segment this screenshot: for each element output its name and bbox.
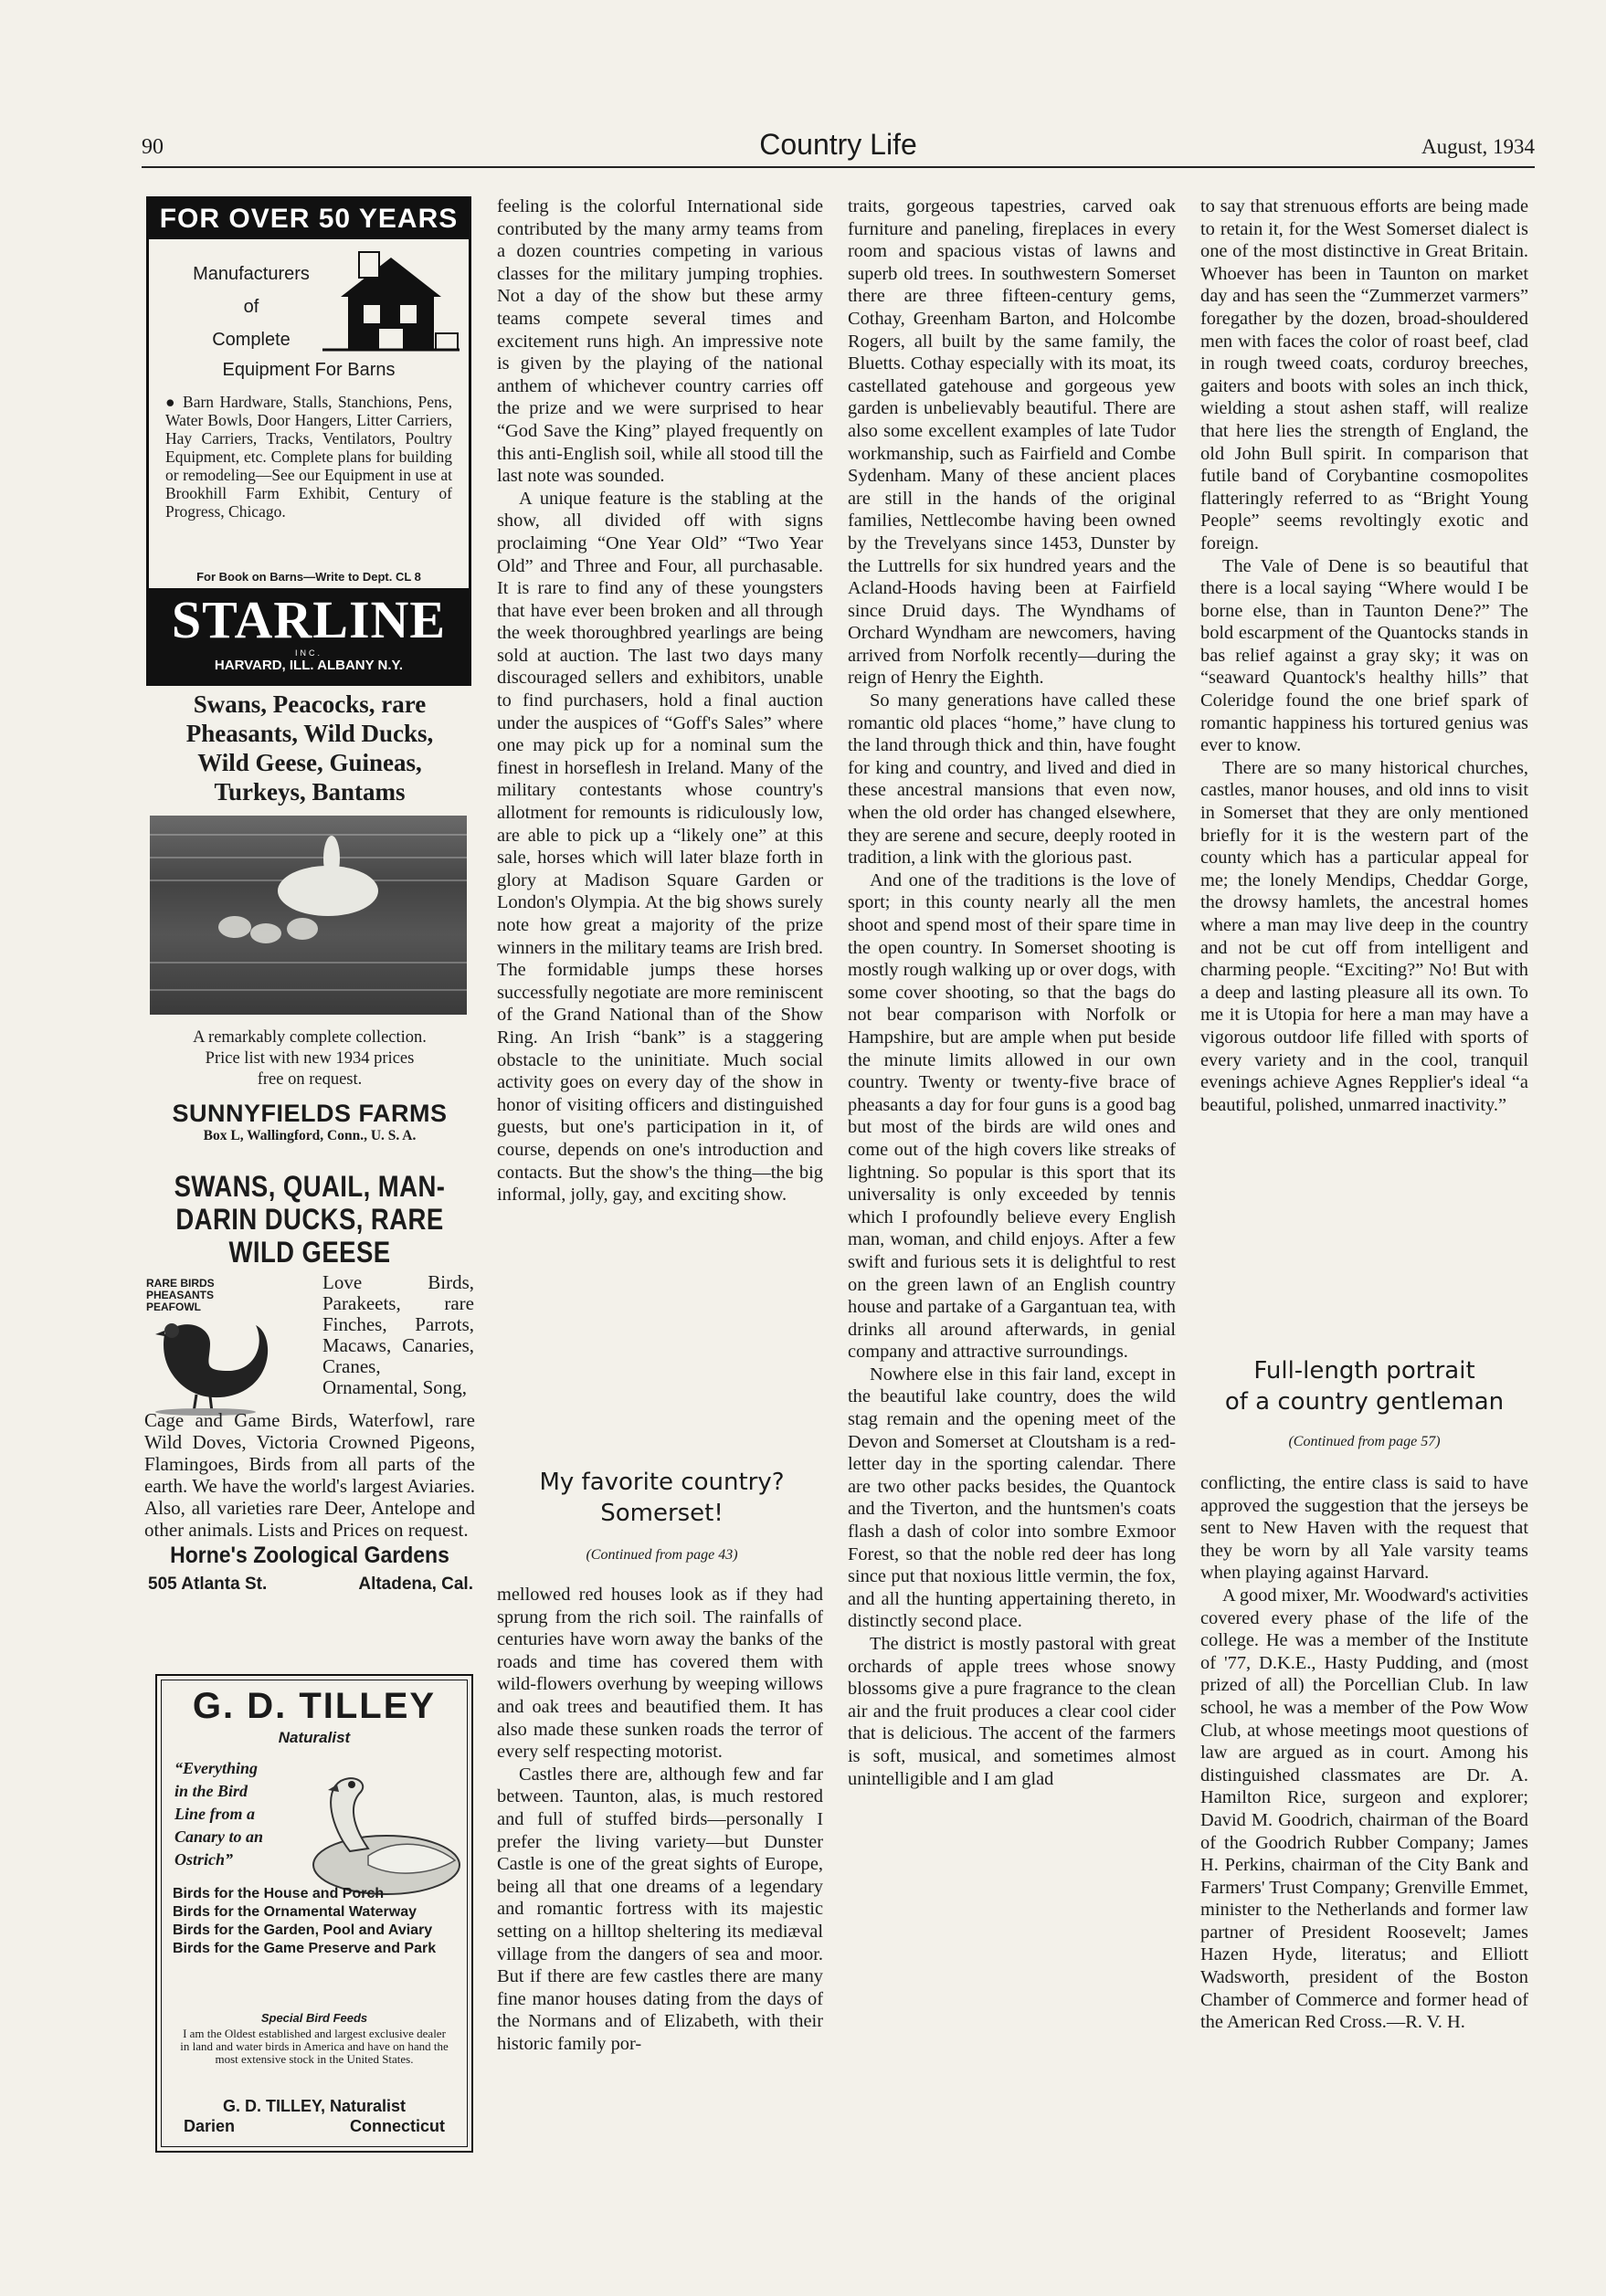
rooster-illustration [146,1307,274,1417]
paragraph: And one of the traditions is the love of sport; in this county nearly all the men shoot and spend most of their spare time in the open country. In Somerset shooting is mostly rough walking up or over dogs, with some cover shooting, so that the bags do not bear comparison with Norfolk or Hampshire, but are ample when put beside the minute limits allowed in our own country. Twenty or twenty-five brace of pheasants a day for four guns is a good bag but most of the birds are wild ones and come out of the high covers like streaks of lightning. So popular is this sport that its universality is only exceeded by tennis which I profoundly believe every English man, woman, and child enjoys. After a few swift and furious sets it is delightful to rest on the green lawn of an English country house and partake of a Gargantuan tea, with drinks all around afterwards, in genial company and attractive surroundings. [848,869,1176,1363]
paragraph: traits, gorgeous tapestries, carved oak furniture and paneling, fireplaces in every room and spacious vistas of lawns and superb old trees. In southwestern Somerset there are three fifteen-century gems, Cothay, Greenham Barton, and Holcombe Rogers, all built by the same family, the Bluetts. Cothay especially with its moat, its castellated gatehouse and gorgeous yew garden is unbelievably beautiful. There are also some excellent examples of late Tudor workmanship, such as Fairfield and Combe Sydenham. Many of these ancient places are still in the hands of the original families, Nettlecombe having been owned by the Trevelyans since 1453, Dunster by the Luttrells for six hundred years and the Acland-Hoods having been at Fairfield since Druid days. The Wyndhams of Orchard Wyndham are newcomers, having arrived from Norfolk recently—during the reign of Henry the Eighth. [848,196,1176,689]
paragraph: A unique feature is the stabling at the show, all divided off with signs proclaiming “One Year Old” “Two Year Old” and Three and Four, all purchasable. It is rare to find any of these youngsters that have ever been broken and all through the week thoroughbred yearlings are being sold at auction. The last two days many discouraged sellers and exhibitors, unable to find purchasers, hold a final auction under the auspices of “Goff's Sales” where one may pick up for a nominal sum the finest in horseflesh in Ireland. Many of the military contestants whose country's allotment for remounts is ridiculously low, are able to pick up a “likely one” at this sale, horses which will later blaze forth in glory at Madison Square Garden or London's Olympia. At the big shows surely note how great a majority of the prize winners in the military teams are Irish bred. The formidable jumps these horses successfully negotiate are more reminiscent of the Grand National than of the Show Ring. An Irish “bank” is a staggering obstacle to the uninitiate. Much social activity goes on every day of the show in honor of visiting officers and distinguished guests, but one's participation in it, of course, depends on one's introduction and contacts. But the show's the thing—the big informal, jolly, gay, and exciting show. [497,488,823,1206]
mf-line: Complete [212,330,291,350]
headline-line: Wild Geese, Guineas, [197,749,422,776]
paragraph: There are so many historical churches, castles, manor houses, and old inns to visit in Somerset that they are only mentioned briefly for it is the western part of the county which has a particular appeal for me; the lonely Mendips, Cheddar Gorge, the drowsy hamlets, the ancestral homes where a man may live deep in the country and not be cut off from intelligent and charming people. “Exciting?” No! But with a deep and lasting pleasure all its own. To me it is Utopia for here a man may have a vigorous outdoor life filled with sports of every variety and in the cool, tranquil evenings achieve Agnes Repplier's ideal “a beautiful, polished, unmarred inactivity.” [1200,757,1528,1115]
horne-love-birds: Love Birds, Parakeets, rare Finches, Parrots, Macaws, Canaries, Cranes, Ornamental, Song, [322,1271,474,1398]
title-line: of a country gentleman [1224,1388,1505,1416]
caption-line: A remarkably complete collection. [193,1028,427,1047]
portrait-title [1200,1355,1528,1417]
horne-body: Cage and Game Birds, Waterfowl, rare Wild Doves, Victoria Crowned Pigeons, Flamingoes, Birds from all parts of the earth. We have the world's largest Aviaries. Also, all varieties rare Deer, Antelope and other animals. Lists and Prices on request. [144,1409,475,1541]
headline-line: WILD GEESE [228,1236,391,1269]
mf-line: Manufacturers [193,264,310,284]
starline-location: HARVARD, ILL. ALBANY N.Y. [214,658,404,673]
article-column-1-bottom [497,1584,823,2055]
slogan-line: Canary to an [174,1827,264,1846]
tilley-bird-list [173,1887,465,1960]
slogan-line: Line from a [174,1805,255,1823]
bird-item: Birds for the Game Preserve and Park [173,1941,437,1956]
paragraph: to say that strenuous efforts are being made to retain it, for the West Somerset dialect is one of the most distinctive in Great Britain. Whoever has been in Taunton on market day and has seen the “Zummerzet varmers” foregather by the dozen, broad-shouldered men with faces the color of roast beef, clad in rough tweed coats, corduroy breeches, gaiters and boots with soles an inch thick, wielding a stout ashen staff, will realize that here lies the strength of England, the old John Bull spirit. In comparison that futile band of Corybantine cosmopolites flatteringly referred to as “Bright Young People” seems revoltingly exotic and foreign. [1200,196,1528,553]
sunnyfields-ad [144,690,475,1144]
tilley-title: Naturalist [278,1729,351,1746]
starline-book-offer: For Book on Barns—Write to Dept. CL 8 [196,570,421,584]
article-column-3 [1200,195,1528,1116]
article-column-2 [848,195,1176,1790]
page-number: 90 [142,135,164,159]
bird-item: Birds for the House and Porch [173,1886,385,1901]
rare-line: RARE BIRDS [146,1277,215,1290]
starline-ad [146,196,471,686]
header-rule [142,166,1535,168]
paragraph: The district is mostly pastoral with great orchards of apple trees whose snowy blossoms give a pure fragrance to the clean air and the fruit produces a clear cool cider that is delicious. The accent of the farmers is soft, musical, and sometimes almost unintelligible and I am glad [848,1634,1176,1789]
sunnyfields-address: Box L, Wallingford, Conn., U. S. A. [203,1128,417,1143]
caption-line: free on request. [257,1070,363,1089]
paragraph: A good mixer, Mr. Woodward's activities covered every phase of the life of the college. He was a member of the Institute of '77, D.K.E., Hasty Pudding, and (most prized of all) the Porcellian Club. In law school, he was a member of the Pow Wow Club, at whose meetings moot questions of law are argued as in court. Among his distinguished classmates are Dr. A. Hamilton Rice, surgeon and explorer; David M. Goodrich, chairman of the Board of the Goodrich Rubber Company; James H. Perkins, chairman of the City Bank and Farmers' Trust Company; Grenville Emmet, minister to the Netherlands and former law partner of President Roosevelt; James Hazen Hyde, literatus; and Elliott Wadsworth, president of the Boston Chamber of Commerce and former head of the American Red Cross.—R. V. H. [1200,1585,1528,2033]
starline-equipment: Equipment For Barns [222,360,396,380]
paragraph: conflicting, the entire class is said to have approved the suggestion that the jerseys be sent to New Haven with the request that they be worn by all Yale varsity teams when playing against Harvard. [1200,1473,1528,1584]
paragraph: The Vale of Dene is so beautiful that there is a local saying “Where would I be borne else, than in Taunton Dene?” The bold escarpment of the Quantocks stands in bas relief against a gray sky; it was on “seaward Quantock's healthy hills” that Coleridge found the one brief spark of romantic happiness his tortured genius was ever to know. [1200,555,1528,756]
caption-line: Price list with new 1934 prices [205,1049,415,1068]
title-line: My favorite country? [539,1469,785,1496]
paragraph: So many generations have called these romantic old places “home,” have clung to the land through thick and thin, have fought for king and country, and lived and died in these ancestral mansions that even now, when the old order has changed elsewhere, they are serene and secure, deeply rooted in tradition, a link with the glorious past. [848,690,1176,869]
sunnyfields-headline [144,690,475,806]
headline-line: Swans, Peacocks, rare [193,690,427,718]
barn-illustration [322,247,460,356]
somerset-title [501,1467,823,1529]
paragraph: Castles there are, although few and far between. Taunton, alas, is much restored and full of stuffed birds—personally I prefer the living variety—but Dunster Castle is one of the great sights of Europe, being all that one dreams of a legendary and romantic fortress with its majestic setting on a hilltop sheltering its mediæval village from the dangers of sea and moor. But if there are few castles there are many fine manor houses dating from the days of the Normans and of Elizabeth, with their historic family por- [497,1764,823,2054]
tilley-town: Darien [184,2117,236,2135]
tilley-slogan [174,1757,302,1871]
tilley-special-feeds: Special Bird Feeds [260,2011,368,2025]
tilley-name: G. D. TILLEY [192,1686,437,1726]
starline-inc: INC. [295,648,322,658]
issue-date: August, 1934 [1421,135,1535,158]
bird-item: Birds for the Garden, Pool and Aviary [173,1922,433,1938]
tilley-oldest: I am the Oldest established and largest exclusive dealer in land and water birds in America and have on hand the most extensive stock in the United States. [180,2027,449,2066]
mf-line: of [243,297,259,317]
headline-line: Pheasants, Wild Ducks, [185,720,434,747]
swans-photo [150,816,467,1015]
paragraph: Nowhere else in this fair land, except in the beautiful lake country, does the wild stag remain and the opening meet of the Devon and Somerset at Cloutsham is a red-letter day in the sporting calendar. There are two other packs besides, the Quantock and the Tiverton, and the huntsmen's coats flash a dash of color into sombre Exmoor Forest, so that the noble red deer has long since put that noxious little vermin, the fox, and all the hunting appertaining thereto, in distinctly second place. [848,1364,1176,1632]
headline-line: SWANS, QUAIL, MAN- [174,1170,446,1203]
starline-manufacturers [169,258,333,356]
page-header [142,128,1535,164]
title-line: Full-length portrait [1253,1357,1475,1385]
portrait-continued: (Continued from page 57) [1288,1434,1441,1449]
horne-headline [167,1170,451,1269]
starline-logo [149,588,469,683]
article-column-1 [497,195,823,1206]
bird-item: Birds for the Ornamental Waterway [173,1904,417,1920]
horne-city: Altadena, Cal. [358,1575,473,1594]
starline-brand: STARLINE [171,590,447,649]
slogan-line: Ostrich” [174,1850,234,1869]
starline-banner: FOR OVER 50 YEARS [149,199,469,239]
rare-line: PHEASANTS [146,1289,215,1301]
horne-street: 505 Atlanta St. [148,1575,268,1594]
paragraph: mellowed red houses look as if they had sprung from the rich soil. The rainfalls of centuries have worn away the banks of the roads and time has covered them with wild-flowers overhung by weeping willows and oak trees and beautified them. It has also made these sunken roads the terror of every self respecting motorist. [497,1585,823,1763]
horne-ad [144,1170,475,1594]
slogan-line: in the Bird [174,1782,248,1800]
slogan-line: “Everything [174,1759,259,1777]
sunnyfields-caption [144,1027,475,1090]
tilley-signature: G. D. TILLEY, Naturalist [222,2097,407,2115]
ads-column [144,196,475,2155]
horne-name: Horne's Zoological Gardens [170,1543,449,1568]
article-column-3-bottom [1200,1472,1528,2034]
tilley-state: Connecticut [349,2117,445,2135]
tilley-inner-border [161,1680,468,2147]
headline-line: DARIN DUCKS, RARE [175,1203,444,1236]
magazine-title: Country Life [759,128,917,161]
title-line: Somerset! [600,1500,724,1527]
headline-line: Turkeys, Bantams [214,778,406,806]
rare-line: PEAFOWL [146,1301,201,1313]
sunnyfields-name: SUNNYFIELDS FARMS [172,1100,448,1127]
tilley-ad [155,1674,473,2153]
swan-illustration [295,1764,465,1901]
paragraph: feeling is the colorful International side contributed by the many army teams from a dozen countries competing in various classes for the military jumping trophies. Not a day of the show but these army teams compete several times and excitement runs high. An impressive note is given by the playing of the national anthem of whichever country carries off the prize and we were surprised to hear “God Save the King” played frequently on this anti-English soil, while all stood till the last note was sounded. [497,196,823,487]
somerset-continued: (Continued from page 43) [586,1547,738,1563]
starline-body: ● Barn Hardware, Stalls, Stanchions, Pens, Water Bowls, Door Hangers, Litter Carriers, Hay Carriers, Tracks, Ventilators, Poultry Equipment, etc. Complete plans for building or remodeling—See our Equipment in use at Brookhill Farm Exhibit, Century of Progress, Chicago. [165,393,452,521]
